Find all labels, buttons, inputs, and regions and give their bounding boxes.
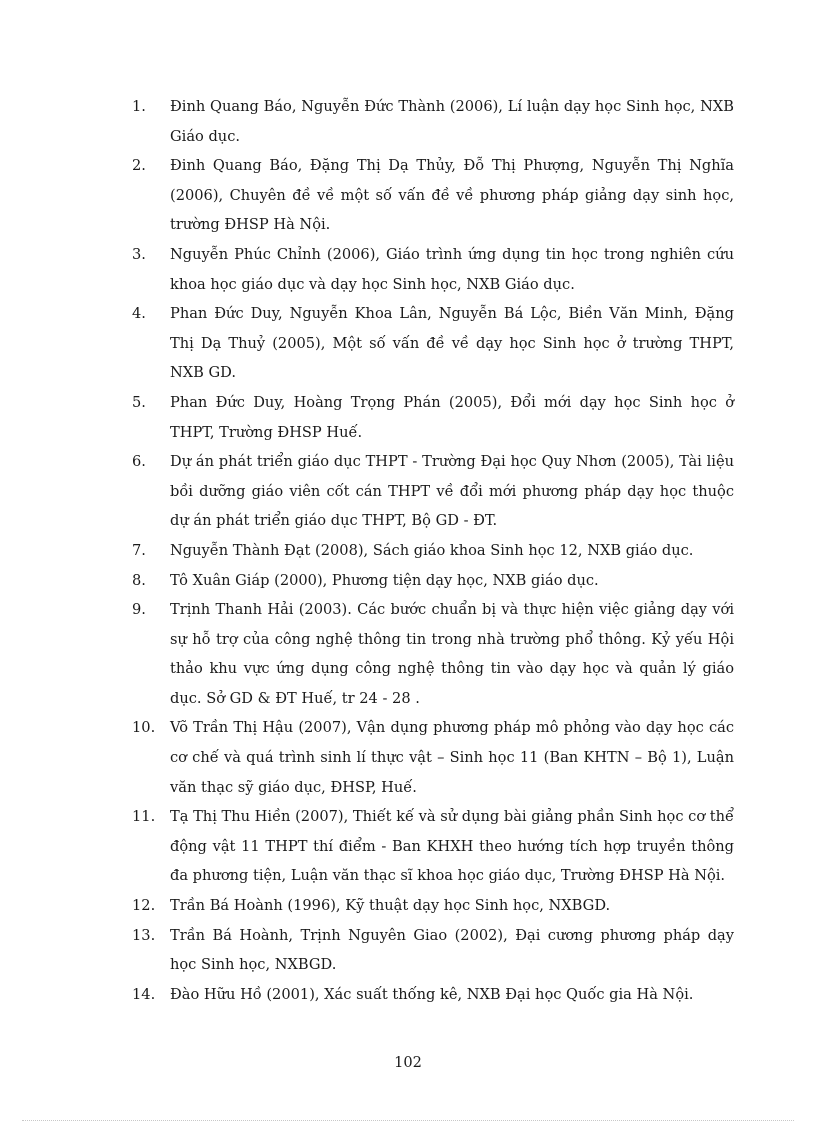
- reference-text: Đinh Quang Báo, Đặng Thị Dạ Thủy, Đỗ Thị Phượng, Nguyễn Thị Nghĩa (2006), Chuyên đề về một số vấn đề về phương pháp giảng dạy sinh học, trường ĐHSP Hà Nội.: [170, 157, 734, 234]
- list-item: [132, 151, 734, 240]
- list-item: [132, 92, 734, 151]
- reference-text: Phan Đức Duy, Nguyễn Khoa Lân, Nguyễn Bá Lộc, Biền Văn Minh, Đặng Thị Dạ Thuỷ (2005), Một số vấn đề về dạy học Sinh học ở trường THPT, NXB GD.: [170, 305, 734, 382]
- list-item: [132, 566, 734, 596]
- reference-number: 14.: [132, 985, 156, 1003]
- reference-text: Phan Đức Duy, Hoàng Trọng Phán (2005), Đổi mới dạy học Sinh học ở THPT, Trường ĐHSP Huế.: [170, 393, 734, 441]
- reference-text: Đinh Quang Báo, Nguyễn Đức Thành (2006), Lí luận dạy học Sinh học, NXB Giáo dục.: [170, 98, 734, 145]
- reference-number: 13.: [132, 926, 156, 944]
- reference-text: Tô Xuân Giáp (2000), Phương tiện dạy học, NXB giáo dục.: [170, 571, 599, 589]
- reference-list: [132, 92, 734, 1009]
- list-item: [132, 299, 734, 388]
- reference-number: 12.: [132, 897, 156, 915]
- reference-text: Võ Trần Thị Hậu (2007), Vận dụng phương pháp mô phỏng vào dạy học các cơ chế và quá trình sinh lí thực vật – Sinh học 11 (Ban KHTN – Bộ 1), Luận văn thạc sỹ giáo dục, ĐHSP, Huế.: [170, 719, 734, 796]
- reference-number: 11.: [132, 808, 156, 826]
- list-item: [132, 447, 734, 536]
- reference-text: Trần Bá Hoành (1996), Kỹ thuật dạy học Sinh học, NXBGD.: [170, 897, 611, 915]
- bottom-divider: [22, 1120, 794, 1121]
- reference-number: 2.: [132, 157, 146, 175]
- list-item: [132, 536, 734, 566]
- reference-text: Dự án phát triển giáo dục THPT - Trường Đại học Quy Nhơn (2005), Tài liệu bồi dưỡng giáo viên cốt cán THPT về đổi mới phương pháp dạy học thuộc dự án phát triển giáo dục THPT, Bộ GD - ĐT.: [170, 453, 734, 530]
- reference-text: Đào Hữu Hồ (2001), Xác suất thống kê, NXB Đại học Quốc gia Hà Nội.: [170, 985, 694, 1003]
- list-item: [132, 802, 734, 891]
- list-item: [132, 388, 734, 447]
- reference-number: 7.: [132, 541, 146, 559]
- reference-number: 10.: [132, 719, 156, 737]
- reference-number: 8.: [132, 571, 146, 589]
- reference-text: Nguyễn Phúc Chỉnh (2006), Giáo trình ứng dụng tin học trong nghiên cứu khoa học giáo dục và dạy học Sinh học, NXB Giáo dục.: [170, 245, 734, 293]
- reference-number: 4.: [132, 305, 146, 323]
- page-number: 102: [394, 1054, 422, 1071]
- list-item: [132, 240, 734, 299]
- list-item: [132, 891, 734, 921]
- reference-number: 9.: [132, 601, 146, 619]
- list-item: [132, 713, 734, 802]
- reference-text: Trịnh Thanh Hải (2003). Các bước chuẩn bị và thực hiện việc giảng dạy với sự hỗ trợ của công nghệ thông tin trong nhà trường phổ thông. Kỷ yếu Hội thảo khu vực ứng dụng công nghệ thông tin vào dạy học và quản lý giáo dục. Sở GD & ĐT Huế, tr 24 - 28 .: [170, 601, 734, 707]
- reference-text: Trần Bá Hoành, Trịnh Nguyên Giao (2002), Đại cương phương pháp dạy học Sinh học, NXBGD.: [170, 926, 734, 974]
- reference-number: 1.: [132, 98, 146, 115]
- reference-text: Tạ Thị Thu Hiền (2007), Thiết kế và sử dụng bài giảng phần Sinh học cơ thể động vật 11 THPT thí điểm - Ban KHXH theo hướng tích hợp truyền thông đa phương tiện, Luận văn thạc sĩ khoa học giáo dục, Trường ĐHSP Hà Nội.: [170, 808, 734, 885]
- list-item: [132, 595, 734, 713]
- list-item: [132, 980, 734, 1010]
- reference-number: 3.: [132, 245, 146, 263]
- reference-text: Nguyễn Thành Đạt (2008), Sách giáo khoa Sinh học 12, NXB giáo dục.: [170, 541, 694, 559]
- list-item: [132, 921, 734, 980]
- reference-number: 5.: [132, 393, 146, 411]
- reference-number: 6.: [132, 453, 146, 471]
